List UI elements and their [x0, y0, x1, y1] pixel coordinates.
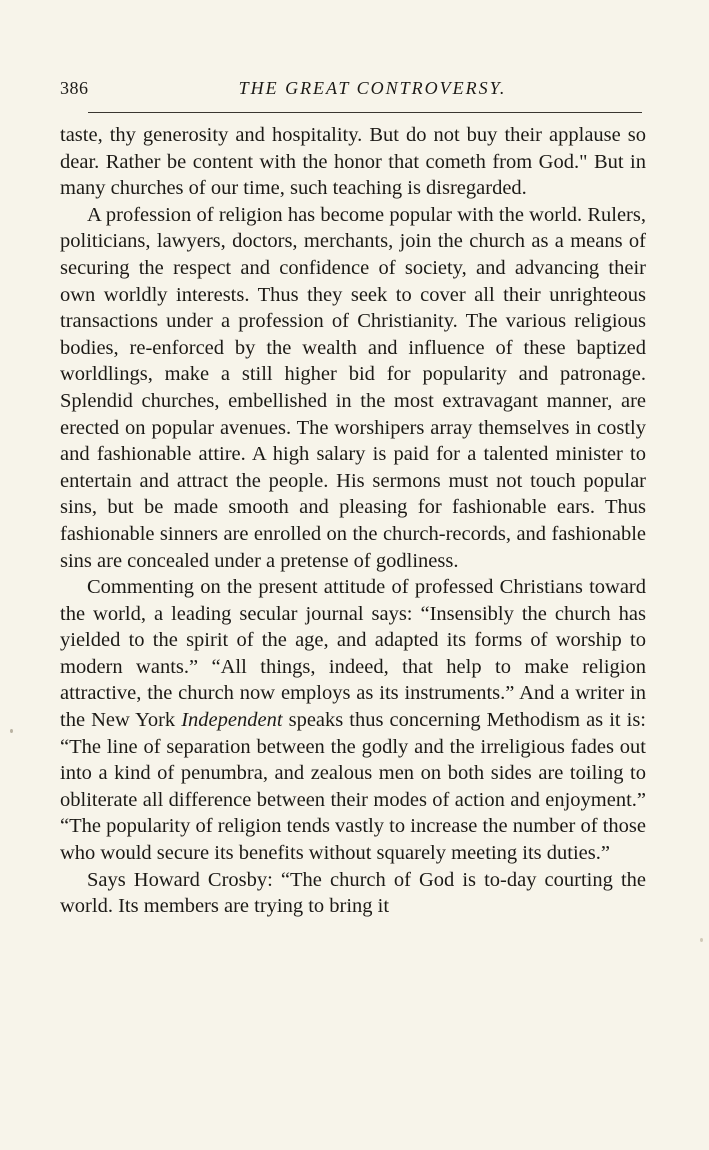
running-title: THE GREAT CONTROVERSY.: [238, 78, 507, 98]
header-rule: [88, 112, 642, 113]
paper-speck: [10, 729, 13, 733]
paragraph-2-text: A profession of religion has become popular with the world. Rulers, politicians, lawyers, doctors, merchants, join the church as a means of securing the respect and confidence of society, and advancing their own worldly interests. Thus they seek to cover all their unrighteous transactions under a profession of Christianity. The various religious bodies, re-enforced by the wealth and influence of these baptized worldlings, make a still higher bid for popularity and patronage. Splendid churches, embellished in the most extravagant manner, are erected on popular avenues. The worshipers array themselves in costly and fashionable attire. A high salary is paid for a talented minister to entertain and attract the people. His sermons must not touch popular sins, but be made smooth and pleasing for fashionable ears. Thus fashionable sinners are enrolled on the church-records, and fashionable sins are concealed under a pretense of godliness.: [60, 203, 646, 572]
paragraph-3-text-b: speaks thus concerning Methodism as it is: “The line of separation between the godly and the irreligious fades out into a kind of penumbra, and zealous men on both sides are toiling to obliterate all difference between their modes of action and enjoyment.” “The popularity of religion tends vastly to increase the number of those who would secure its benefits without squarely meeting its duties.”: [60, 709, 646, 865]
paragraph-3: [60, 574, 646, 867]
running-head: [60, 78, 645, 102]
paragraph-4: [60, 867, 646, 920]
periodical-title: Independent: [181, 709, 283, 732]
paragraph-1: [60, 122, 646, 202]
page-number: 386: [60, 78, 89, 98]
paper-speck: [700, 938, 703, 942]
body-text: [60, 122, 646, 920]
paragraph-3-text-a: Commenting on the present attitude of professed Christians toward the world, a leading secular journal says: “Insensibly the church has yielded to the spirit of the age, and adapted its forms of worship to modern wants.” “All things, indeed, that help to make religion attractive, the church now employs as its instruments.” And a writer in the New York: [60, 576, 646, 732]
paragraph-2: [60, 202, 646, 574]
paragraph-1-text: taste, thy generosity and hospitality. But do not buy their applause so dear. Rather be content with the honor that cometh from God." But in many churches of our time, such teaching is disregarded.: [60, 124, 646, 200]
paragraph-4-text: Says Howard Crosby: “The church of God is to-day courting the world. Its members are trying to bring it: [60, 868, 646, 918]
